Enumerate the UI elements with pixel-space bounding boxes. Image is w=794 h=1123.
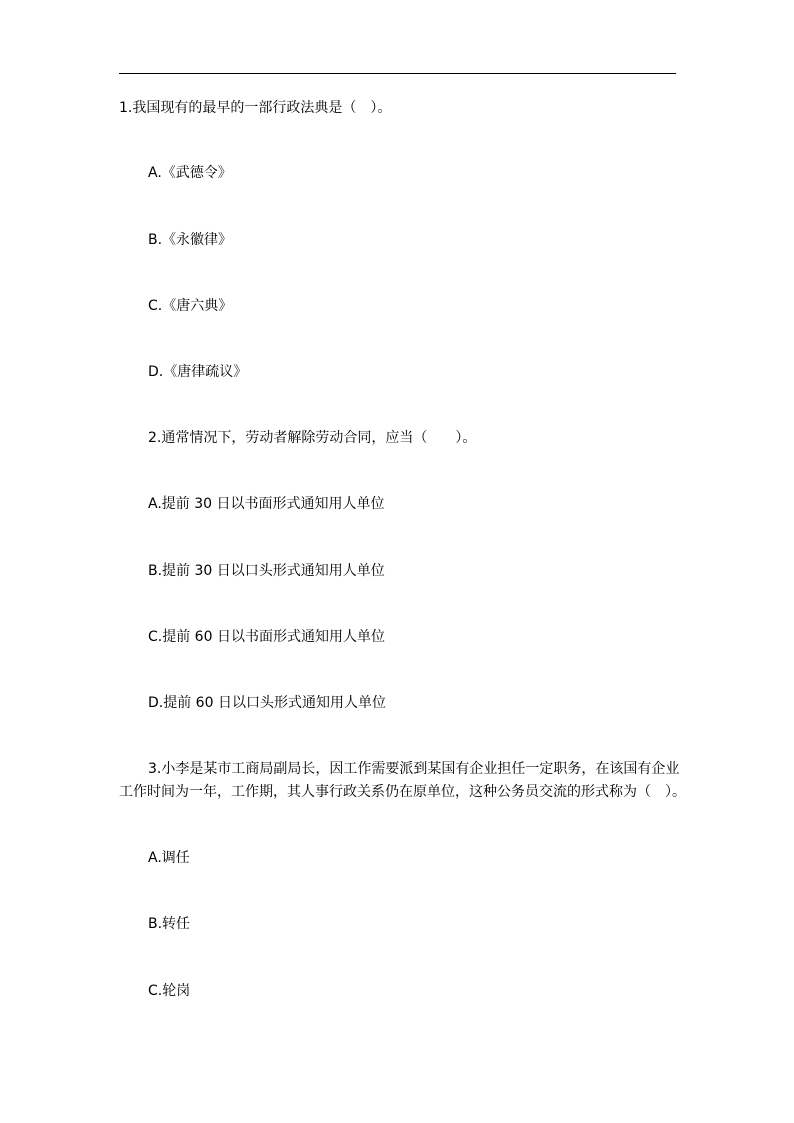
question-3-option-b: B.转任	[148, 916, 191, 932]
question-1-option-c: C.《唐六典》	[148, 298, 233, 314]
question-3-stem-line-1: 3.小李是某市工商局副局长，因工作需要派到某国有企业担任一定职务，在该国有企业	[148, 761, 680, 777]
question-1-option-a: A.《武德令》	[148, 165, 232, 181]
question-2-option-d: D.提前 60 日以口头形式通知用人单位	[148, 695, 386, 711]
question-2-stem: 2.通常情况下，劳动者解除劳动合同，应当（ ）。	[148, 430, 477, 446]
question-3-option-a: A.调任	[148, 850, 190, 866]
question-2-option-c: C.提前 60 日以书面形式通知用人单位	[148, 629, 385, 645]
question-2-option-a: A.提前 30 日以书面形式通知用人单位	[148, 496, 385, 512]
header-rule	[119, 73, 676, 74]
question-2-option-b: B.提前 30 日以口头形式通知用人单位	[148, 563, 385, 579]
question-1-option-d: D.《唐律疏议》	[148, 364, 248, 380]
question-1-stem: 1.我国现有的最早的一部行政法典是（ ）。	[119, 100, 392, 116]
question-3-stem-line-2: 工作时间为一年，工作期，其人事行政关系仍在原单位，这种公务员交流的形式称为（ ）。	[119, 784, 686, 800]
question-1-option-b: B.《永徽律》	[148, 232, 233, 248]
question-3-option-c: C.轮岗	[148, 983, 191, 999]
